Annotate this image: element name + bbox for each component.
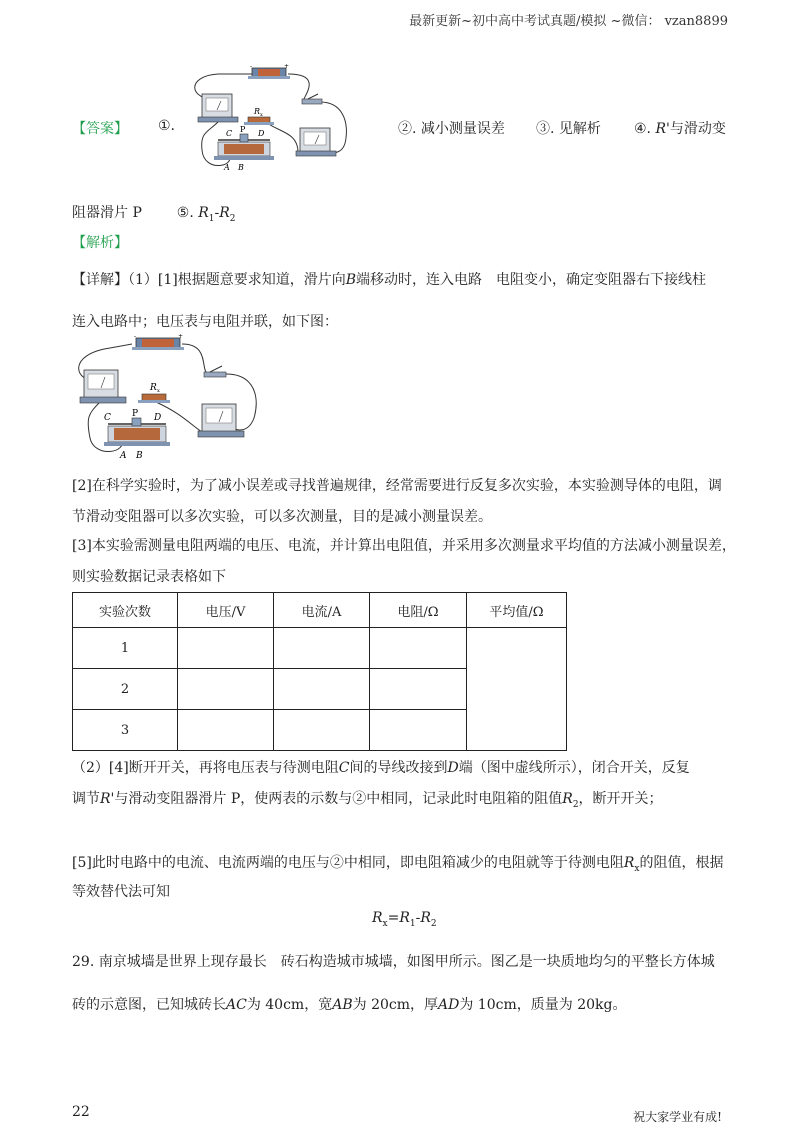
detail-line-2: 连入电路中；电压表与电阻并联，如下图： [72,314,338,330]
detail-line-9-a: [5]此时电路中的电流、电流两端的电压与②中相同，即电阻箱减少的电阻就等于待测电阻 [72,855,624,871]
answer-item-4 [634,118,726,138]
minus-sign: - [214,205,220,221]
table-cell [274,669,370,710]
detail-line-9-sub: x [634,863,640,874]
answer-item-4-prefix: ④. [634,121,656,137]
detail-line-8-b: '与滑动变阻器滑片 P，使两表的示数与②中相同，记录此时电阻箱的阻值 [110,791,563,807]
terminal-d-2-label: D [154,413,162,423]
table-cell-trial: 2 [73,669,178,710]
table-cell [370,710,467,751]
slider-p-label: P [240,125,246,134]
r1-subscript: 1 [208,213,215,224]
terminal-c-label: C [226,129,233,138]
detail-line-7-a: （2）[4]断开开关，再将电压表与待测电阻 [72,760,339,776]
answer-item-4-r: R [655,121,666,137]
detail-line-7-c-text: 端（图中虚线所示），闭合开关，反复 [458,760,690,776]
table-cell [274,628,370,669]
table-cell-trial: 3 [73,710,178,751]
table-header-cell: 电阻/Ω [370,593,467,628]
data-record-table [72,592,567,751]
detail-line-8-c: ，断开开关； [578,791,663,807]
circuit-figure-answer [178,62,358,182]
detail-line-7-d: D [447,760,459,776]
battery-2 [132,338,184,350]
terminal-d-label: D [258,129,265,138]
eq-r2-sub: 2 [430,918,437,929]
battery-minus-label: - [250,63,253,70]
meter-right [296,128,336,156]
page-number: 22 [72,1104,90,1120]
page-header: 最新更新~初中高中考试真题/模拟 ~微信： vzan8899 [409,14,728,29]
q2-c: 为 20cm，厚 [352,997,439,1013]
q2-ad: AD [438,997,460,1013]
r2-subscript: 2 [229,213,236,224]
r1-symbol: R [198,205,209,221]
rx-2-label: R [150,383,157,393]
battery-2-minus-label: - [134,334,137,340]
answer-tag: 【答案】 [72,121,128,137]
detail-line-7 [72,758,732,778]
table-header-cell: 实验次数 [73,593,178,628]
detail-line-5: [3]本实验需测量电阻两端的电压、电流，并计算出电阻值，并采用多次测量求平均值的方法减小测量误差， [72,538,736,554]
rx-label: R [254,107,261,116]
detail-line-7-c: C [338,760,350,776]
detail-line-3: [2]在科学实验时，为了减小误差或寻找普遍规律，经常需要进行反复多次实验，本实验测导体的电阻，调 [72,478,722,494]
terminal-a-2-label: A [120,451,127,461]
footer-slogan: 祝大家学业有成! [633,1110,722,1124]
eq-r2: R [420,910,431,926]
resistor-rx [244,117,274,125]
detail-line-8 [72,789,732,815]
table-header-cell: 电流/A [274,593,370,628]
table-cell-average [467,628,567,751]
analysis-tag: 【解析】 [72,235,128,251]
detail-line-8-r: R [100,791,111,807]
table-row [73,628,567,669]
eq-r1: R [399,910,410,926]
answer-item-3: ③. 见解析 [536,121,601,137]
detail-line-8-r2: R [562,791,573,807]
detail-line-6: 则实验数据记录表格如下 [72,569,226,585]
eq-equals: = [387,910,400,926]
terminal-c-2-label: C [104,413,111,423]
eq-r1-sub: 1 [409,918,416,929]
answer-line-2 [72,202,236,224]
rx-2-subscript: x [157,388,160,394]
rheostat [214,134,274,160]
terminal-b-2-label: B [136,451,143,461]
table-cell-trial: 1 [73,628,178,669]
table-cell [370,669,467,710]
answer-item-2: ②. 减小测量误差 [398,121,505,137]
meter-left-2 [80,370,126,403]
table-cell [178,628,274,669]
answer-item-1: ①. [158,118,176,134]
detail-line-8-sub: 2 [572,799,579,810]
switch-2 [204,366,226,377]
eq-rx-sub: x [382,918,388,929]
slider-p-2-label: P [132,409,139,419]
table-header-cell: 平均值/Ω [467,593,567,628]
detail-line-10: 等效替代法可知 [72,884,170,900]
battery-plus-label: + [284,63,290,70]
q2-ac: AC [226,997,247,1013]
table-cell [178,710,274,751]
q2-d: 为 10cm，质量为 20kg。 [459,997,627,1013]
q2-ab: AB [332,997,353,1013]
switch [302,94,322,104]
battery-2-plus-label: + [178,334,184,340]
terminal-b-label: B [238,163,244,172]
resistor-rx-2 [138,394,170,403]
question-29-line-2 [72,995,732,1015]
q2-b: 为 40cm，宽 [246,997,333,1013]
detail-line-1 [72,270,732,290]
answer-line-2-a: 阻器滑片 P [72,205,142,221]
detail-line-1-a: 【详解】（1）[1]根据题意要求知道，滑片向 [72,272,346,288]
meter-left [198,94,238,122]
answer-item-4-rest: '与滑动变 [666,121,726,137]
detail-line-9-b: 的阻值，根据 [639,855,724,871]
rx-subscript: x [260,112,263,118]
terminal-a-label: A [224,163,230,172]
equation [372,910,437,929]
answer-line-2-b: ⑤. [176,205,199,221]
meter-right-2 [198,404,244,437]
r2-symbol: R [219,205,230,221]
question-29-line-1: 29. 南京城墙是世界上现存最长 砖石构造城市城墙，如图甲所示。图乙是一块质地均匀的平整长方体城 [72,954,715,970]
q2-a: 砖的示意图，已知城砖长 [72,997,226,1013]
detail-line-8-a: 调节 [72,791,100,807]
detail-line-1-b-label: B [345,272,357,288]
table-cell [370,628,467,669]
table-header-row [73,593,567,628]
circuit-figure-detail [70,334,270,464]
detail-line-9-r: R [623,855,635,871]
detail-line-4: 节滑动变阻器可以多次实验，可以多次测量，目的是减小测量误差。 [72,509,492,525]
detail-line-1-b: 端移动时，连入电路 电阻变小，确定变阻器右下接线柱 [356,272,707,288]
table-header-cell: 电压/V [178,593,274,628]
detail-line-9 [72,853,732,879]
eq-rx: R [372,910,383,926]
table-cell [178,669,274,710]
eq-minus: - [415,910,421,926]
table-cell [274,710,370,751]
detail-line-7-b: 间的导线改接到 [349,760,448,776]
